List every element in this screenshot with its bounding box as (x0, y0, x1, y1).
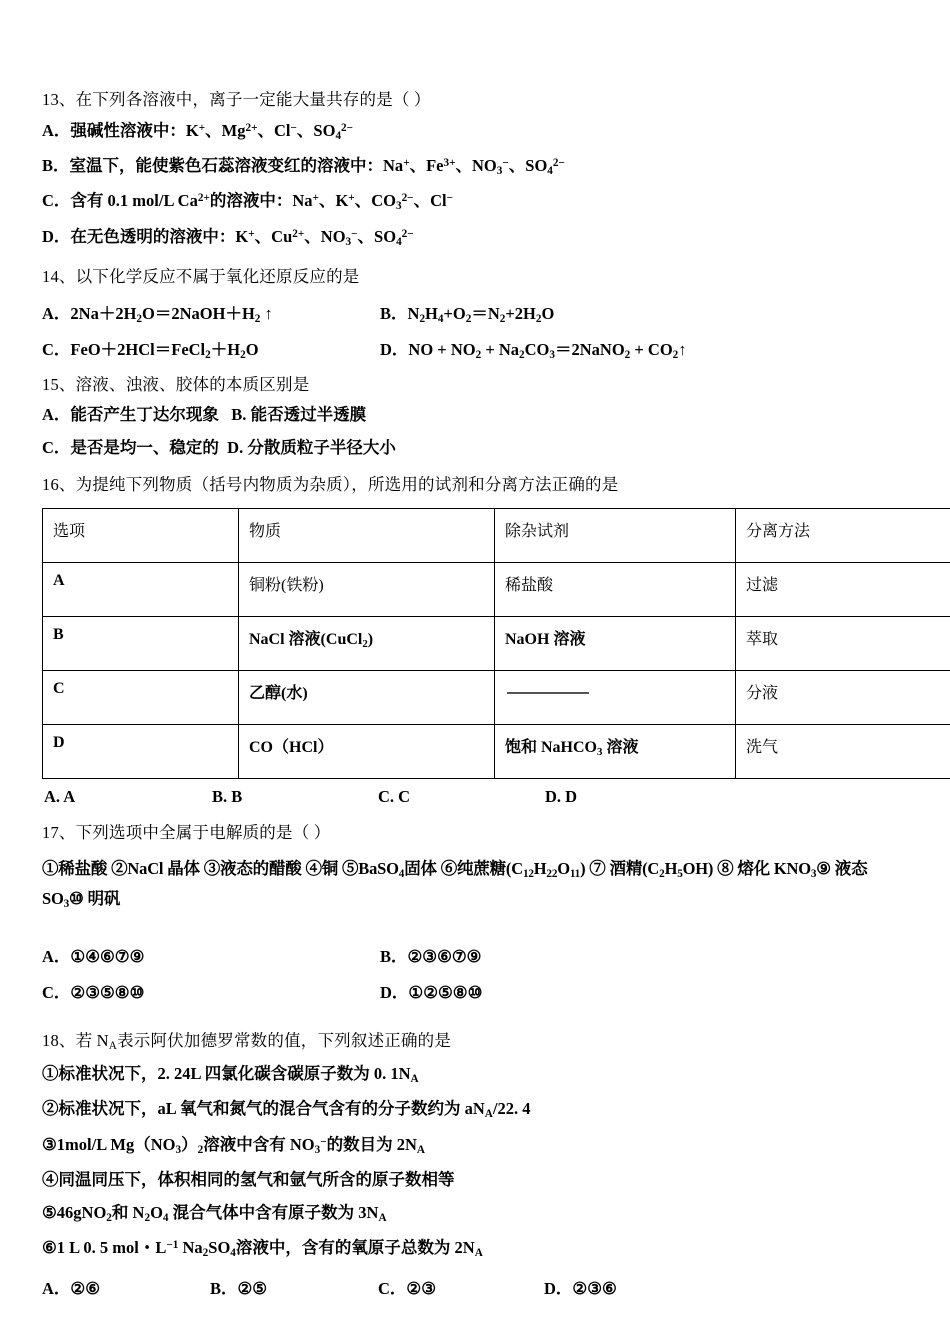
question-17-options-row-2 (42, 979, 912, 1002)
statement-text: 标准状况下，2. 24L 四氯化碳含碳原子数为 0. $1N_A$ (58, 1064, 419, 1086)
header-method: 分离方法 (736, 508, 950, 562)
question-18-text: 若 $N_A$表示阿伏加德罗常数的值，下列叙述正确的是 (75, 1030, 452, 1052)
question-13-stem (42, 92, 912, 109)
question-13-option-b (42, 155, 912, 178)
question-13-number: 13、 (42, 90, 76, 109)
option-text: ①④⑥⑦⑨ (70, 946, 145, 966)
option-label: B. (231, 405, 247, 425)
option-label: C． (42, 437, 71, 457)
question-17-stem (42, 822, 912, 842)
option-label: A． (42, 120, 71, 140)
question-18-option-d (544, 1275, 617, 1299)
option-text: 能否透过半透膜 (250, 405, 367, 425)
cell-reagent (495, 670, 736, 724)
table-row (43, 724, 950, 778)
statement-marker: ③ (42, 1134, 57, 1154)
question-16-text: 为提纯下列物质（括号内物质为杂质），所选用的试剂和分离方法正确的是 (75, 475, 619, 495)
question-18-answer-row (42, 1275, 912, 1299)
question-17-number: 17、 (42, 822, 76, 842)
cell-method: 过滤 (736, 562, 950, 616)
question-15-options-row-1 (42, 407, 912, 424)
question-16-number: 16、 (42, 475, 76, 495)
option-label: D． (42, 226, 71, 246)
option-text: 室温下，能使紫色石蕊溶液变红的溶液中：Na+、$Fe^{3+}$、$NO_3^-$、$SO_4^{2-}$ (69, 155, 565, 178)
question-14-option-d (380, 336, 687, 361)
option-label: A． (42, 1279, 71, 1299)
option-text: $N_2H_4+O_2=N_2+2H_2O$ (407, 303, 555, 325)
question-18-statement-6 (42, 1240, 912, 1259)
option-text: 分散质粒子半径大小 (247, 437, 396, 457)
option-label: A． (42, 405, 71, 425)
question-14-options-row-1 (42, 300, 912, 325)
question-18-statement-2 (42, 1101, 912, 1120)
question-18-option-c (378, 1275, 436, 1299)
statement-text: 同温同压下，体积相同的氢气和氩气所含的原子数相等 (58, 1170, 455, 1190)
cell-material: 铜粉(铁粉) (239, 562, 495, 616)
option-text: 是否是均一、稳定的 (70, 437, 219, 457)
statement-marker: ⑤ (42, 1202, 57, 1222)
option-text: D (565, 786, 578, 806)
option-text: ②⑤ (237, 1279, 268, 1299)
statement-text: 1 L 0. 5 mol・$L^{-1}$ $Na_2SO_4$溶液中，含有的氧原子总数为 $2N_A$ (56, 1238, 483, 1260)
cell-material: 乙醇(水) (239, 670, 495, 724)
table-header-row (43, 508, 950, 562)
option-label: A. (44, 786, 61, 806)
question-14-options-row-2 (42, 336, 912, 361)
question-18-option-a (42, 1275, 100, 1299)
question-14-option-a (42, 300, 273, 325)
option-label: B． (210, 1279, 238, 1299)
cell-method: 分液 (736, 670, 950, 724)
option-text: ②⑥ (70, 1279, 101, 1299)
purification-table (42, 508, 950, 779)
statement-marker: ④ (42, 1170, 59, 1190)
blank-line (507, 683, 589, 694)
statement-text: 1mol/L $Mg(NO_3)_2$溶液中含有 $NO_3^-$的数目为 $2N_A$ (56, 1134, 426, 1156)
question-13-option-a (42, 120, 912, 142)
question-18-number: 18、 (42, 1030, 76, 1050)
page-content (42, 90, 912, 1299)
question-13-option-d (42, 226, 912, 248)
cell-reagent: NaOH 溶液 (495, 616, 736, 670)
option-label: D. (545, 786, 562, 806)
option-text: $FeO+2HCl=FeCl_2+H_2O$ (70, 339, 259, 361)
option-label: B． (380, 946, 408, 966)
question-15-options-row-2 (42, 437, 912, 457)
cell-option: D (43, 724, 239, 778)
option-label: B． (380, 303, 408, 323)
option-label: C． (42, 191, 71, 211)
header-reagent: 除杂试剂 (495, 508, 736, 562)
question-18-statement-1 (42, 1066, 912, 1085)
question-13-text: 在下列各溶液中，离子一定能大量共存的是（ ） (75, 90, 431, 109)
statement-marker: ① (42, 1064, 59, 1084)
question-16-answer-row (42, 787, 912, 809)
question-16-stem (42, 477, 912, 494)
option-text: C (398, 786, 411, 806)
question-17-option-d (380, 979, 482, 1003)
question-17-text: 下列选项中全属于电解质的是（ ） (75, 822, 331, 842)
question-17-item-list: ①稀盐酸 ②NaCl 晶体 ③液态的醋酸 ④铜 ⑤BaSO$_4$固体 ⑥纯蔗糖$(C_{12}H_{22}O_{11})$ ⑦ 酒精$(C_2H_5OH)$ ⑧ 熔化 $KNO_3⑨$ 液态 $SO_3⑩$ 明矾 (42, 859, 868, 911)
question-15-number: 15、 (42, 374, 76, 394)
table-row (43, 670, 950, 724)
cell-option: A (43, 562, 239, 616)
option-label: C． (42, 982, 71, 1002)
cell-material: CO（HCl） (239, 724, 495, 778)
cell-method: 萃取 (736, 616, 950, 670)
question-16-option-b (212, 787, 242, 807)
question-17-option-c (42, 979, 144, 1003)
question-18-statement-4 (42, 1172, 912, 1189)
option-text: ②③⑥⑦⑨ (407, 946, 482, 966)
question-14-option-c (42, 336, 259, 361)
question-14-option-b (380, 300, 554, 325)
question-14-stem (42, 269, 912, 286)
question-18-option-b (210, 1275, 267, 1299)
option-label: C． (378, 1279, 407, 1299)
question-14-text: 以下化学反应不属于氧化还原反应的是 (75, 267, 360, 287)
question-16-option-c (378, 787, 410, 807)
cell-option: B (43, 616, 239, 670)
option-text: A (63, 786, 76, 806)
option-text: ①②⑤⑧⑩ (408, 982, 483, 1002)
question-16-option-d (545, 787, 577, 807)
option-label: D． (380, 982, 409, 1002)
statement-marker: ② (42, 1099, 59, 1119)
option-text: ②③⑤⑧⑩ (70, 982, 145, 1002)
option-text: ②③⑥ (572, 1279, 617, 1299)
option-text: 含有 0.1 mol/L $Ca^{2+}$的溶液中：Na+、K+、$CO_3^{2-}$、Cl− (70, 191, 453, 213)
question-18-statement-3 (42, 1134, 912, 1156)
statement-text: 标准状况下，aL 氧气和氮气的混合气含有的分子数约为 $aN_A/22$. 4 (58, 1099, 531, 1121)
option-label: D. (227, 437, 244, 457)
question-16-option-a (44, 787, 75, 807)
statement-marker: ⑥ (42, 1238, 57, 1258)
option-label: B. (212, 786, 228, 806)
question-15-stem (42, 374, 912, 394)
option-text: 强碱性溶液中：K+、$Mg^{2+}$、Cl−、$SO_4^{2-}$ (70, 120, 354, 142)
option-text: $2Na+2H_2O=2NaOH+H_2$ ↑ (70, 303, 273, 325)
cell-material: NaCl 溶液(CuCl$_2$) (239, 616, 495, 670)
option-text: B (231, 786, 243, 806)
question-17-option-a (42, 943, 144, 967)
option-label: D． (380, 339, 409, 359)
question-15-text: 溶液、浊液、胶体的本质区别是 (75, 374, 310, 394)
option-label: A． (42, 303, 71, 323)
question-17-options-row-1 (42, 943, 912, 966)
cell-method: 洗气 (736, 724, 950, 778)
cell-reagent: 稀盐酸 (495, 562, 736, 616)
option-label: B． (42, 155, 70, 175)
header-option: 选项 (43, 508, 239, 562)
header-material: 物质 (239, 508, 495, 562)
question-18-stem (42, 1030, 912, 1052)
option-label: A． (42, 946, 71, 966)
option-label: C. (378, 786, 395, 806)
cell-reagent: 饱和 NaHCO$_3$ 溶液 (495, 724, 736, 778)
option-text: NO + $NO_2$ + $Na_2CO_3=2NaNO_2$ + $CO_2↑$ (408, 339, 687, 361)
cell-option: C (43, 670, 239, 724)
table-row (43, 616, 950, 670)
statement-text: 46gNO$_2$和 $N_2O_4$ 混合气体中含有原子数为 $3N_A$ (56, 1202, 387, 1224)
question-13-option-c (42, 193, 912, 212)
option-text: 在无色透明的溶液中：K+、$Cu^{2+}$、$NO_3^-$、$SO_4^{2-}$ (70, 226, 414, 248)
option-label: C． (42, 339, 71, 359)
table-row (43, 562, 950, 616)
option-text: ②③ (406, 1279, 437, 1299)
question-18-statement-5 (42, 1202, 912, 1224)
question-17-option-b (380, 943, 481, 967)
question-14-number: 14、 (42, 267, 76, 287)
option-text: 能否产生丁达尔现象 (70, 405, 219, 425)
option-label: D． (544, 1279, 573, 1299)
